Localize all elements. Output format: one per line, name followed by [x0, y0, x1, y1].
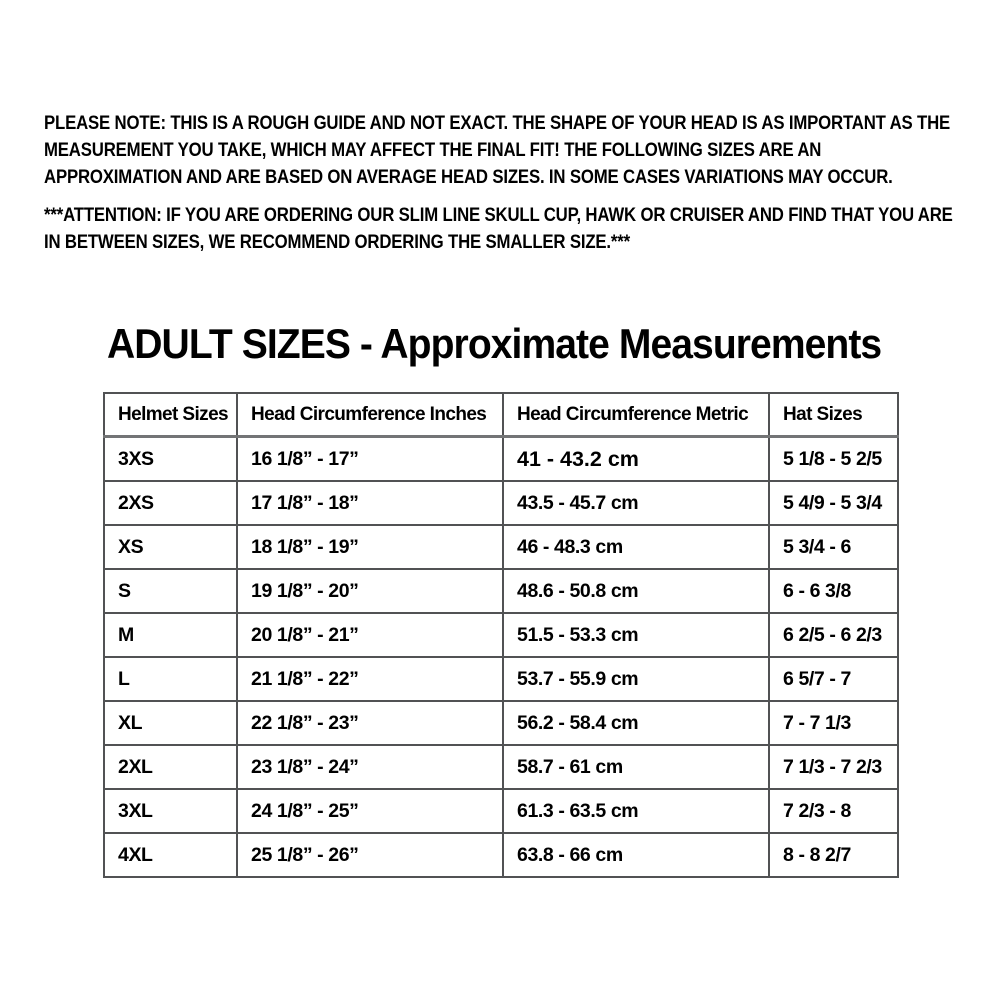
table-row	[104, 437, 898, 482]
notes-section	[44, 110, 957, 267]
header-row	[104, 393, 898, 437]
cell-helmet-size: 2XL	[104, 745, 237, 789]
attention-text: ***ATTENTION: IF YOU ARE ORDERING OUR SLIM LINE SKULL CUP, HAWK OR CRUISER AND FIND THAT YOU ARE IN BETWEEN SIZES, WE RECOMMEND ORDERING THE SMALLER SIZE.***	[44, 204, 953, 253]
table-row	[104, 701, 898, 745]
cell-helmet-size: S	[104, 569, 237, 613]
column-header-hat-sizes: Hat Sizes	[769, 393, 898, 437]
table-header	[104, 393, 898, 437]
cell-inches: 21 1/8” - 22”	[237, 657, 503, 701]
cell-metric: 48.6 - 50.8 cm	[503, 569, 769, 613]
cell-metric: 53.7 - 55.9 cm	[503, 657, 769, 701]
cell-helmet-size: M	[104, 613, 237, 657]
cell-inches: 17 1/8” - 18”	[237, 481, 503, 525]
cell-helmet-size: 3XS	[104, 437, 237, 482]
cell-inches: 16 1/8” - 17”	[237, 437, 503, 482]
cell-hat-size: 7 1/3 - 7 2/3	[769, 745, 898, 789]
cell-inches: 19 1/8” - 20”	[237, 569, 503, 613]
column-header-head-circumference-metric: Head Circumference Metric	[503, 393, 769, 437]
cell-inches: 24 1/8” - 25”	[237, 789, 503, 833]
cell-helmet-size: L	[104, 657, 237, 701]
cell-hat-size: 6 2/5 - 6 2/3	[769, 613, 898, 657]
cell-hat-size: 5 3/4 - 6	[769, 525, 898, 569]
adult-sizes-table	[103, 392, 899, 878]
cell-inches: 20 1/8” - 21”	[237, 613, 503, 657]
cell-helmet-size: 4XL	[104, 833, 237, 877]
page-title: ADULT SIZES - Approximate Measurements	[107, 320, 882, 367]
table-row	[104, 525, 898, 569]
cell-inches: 23 1/8” - 24”	[237, 745, 503, 789]
table-row	[104, 833, 898, 877]
cell-metric: 41 - 43.2 cm	[503, 437, 769, 482]
cell-metric: 63.8 - 66 cm	[503, 833, 769, 877]
column-header-head-circumference-inches: Head Circumference Inches	[237, 393, 503, 437]
cell-metric: 51.5 - 53.3 cm	[503, 613, 769, 657]
cell-metric: 61.3 - 63.5 cm	[503, 789, 769, 833]
cell-hat-size: 5 1/8 - 5 2/5	[769, 437, 898, 482]
cell-inches: 25 1/8” - 26”	[237, 833, 503, 877]
cell-inches: 18 1/8” - 19”	[237, 525, 503, 569]
cell-inches: 22 1/8” - 23”	[237, 701, 503, 745]
cell-helmet-size: 3XL	[104, 789, 237, 833]
table-body	[104, 437, 898, 878]
cell-hat-size: 6 - 6 3/8	[769, 569, 898, 613]
cell-hat-size: 8 - 8 2/7	[769, 833, 898, 877]
cell-metric: 43.5 - 45.7 cm	[503, 481, 769, 525]
table-row	[104, 789, 898, 833]
table-row	[104, 745, 898, 789]
column-header-helmet-sizes: Helmet Sizes	[104, 393, 237, 437]
cell-helmet-size: XS	[104, 525, 237, 569]
cell-metric: 58.7 - 61 cm	[503, 745, 769, 789]
please-note-text: PLEASE NOTE: THIS IS A ROUGH GUIDE AND NOT EXACT. THE SHAPE OF YOUR HEAD IS AS IMPORTANT AS THE MEASUREMENT YOU TAKE, WHICH MAY AFFECT THE FINAL FIT! THE FOLLOWING SIZES ARE AN APPROXIMATION AND ARE BASED ON AVERAGE HEAD SIZES. IN SOME CASES VARIATIONS MAY OCCUR.	[44, 112, 951, 188]
table-row	[104, 613, 898, 657]
cell-hat-size: 5 4/9 - 5 3/4	[769, 481, 898, 525]
cell-hat-size: 7 - 7 1/3	[769, 701, 898, 745]
cell-metric: 56.2 - 58.4 cm	[503, 701, 769, 745]
cell-hat-size: 7 2/3 - 8	[769, 789, 898, 833]
table-row	[104, 481, 898, 525]
cell-helmet-size: 2XS	[104, 481, 237, 525]
cell-helmet-size: XL	[104, 701, 237, 745]
table-row	[104, 657, 898, 701]
table-row	[104, 569, 898, 613]
cell-hat-size: 6 5/7 - 7	[769, 657, 898, 701]
cell-metric: 46 - 48.3 cm	[503, 525, 769, 569]
